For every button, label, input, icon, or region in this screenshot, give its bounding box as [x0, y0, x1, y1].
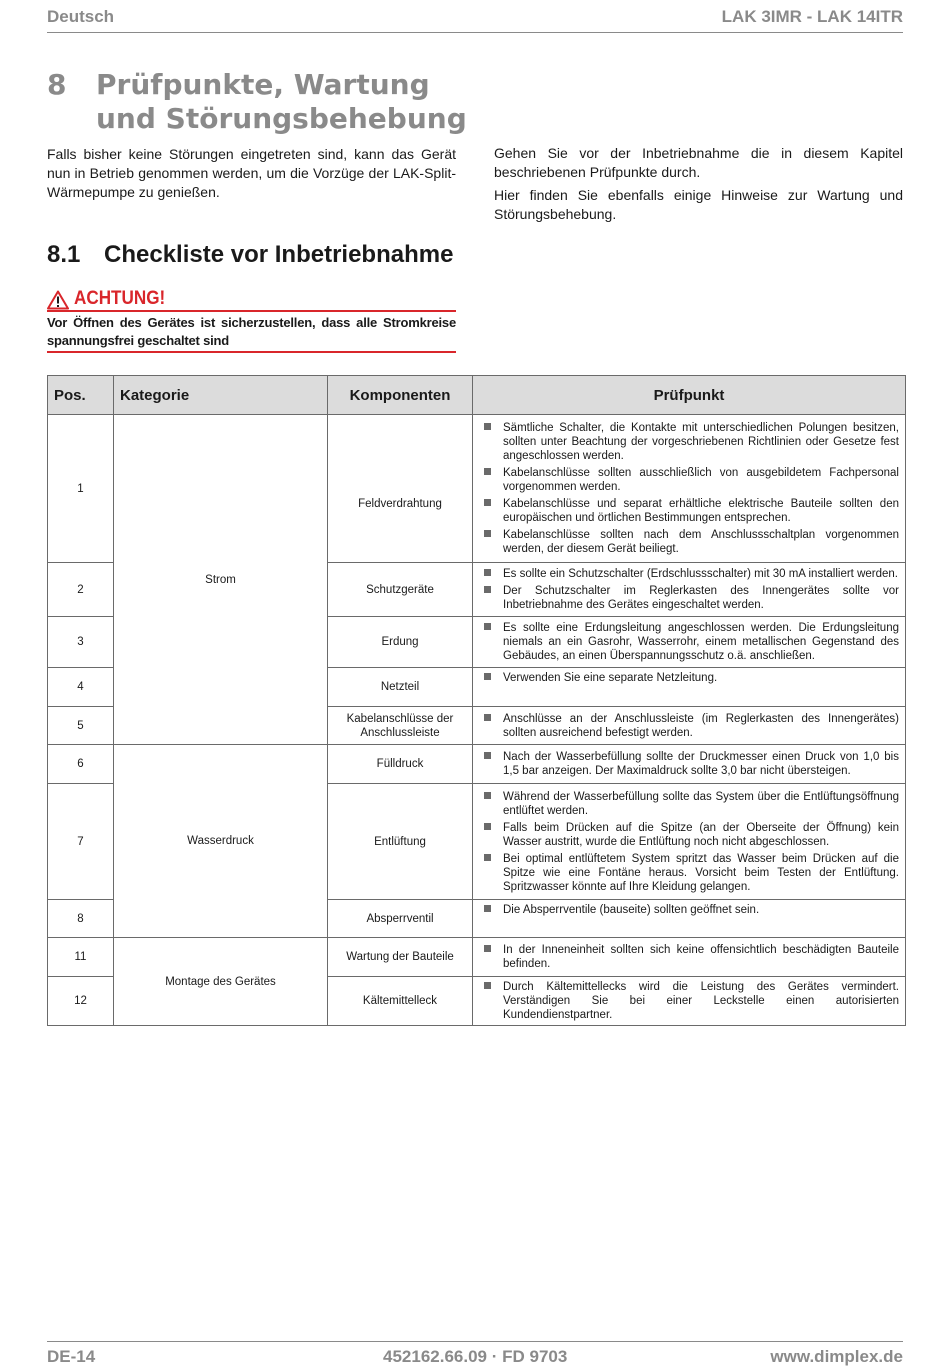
checkpoint-item: Kabelanschlüsse und separat erhältliche elektrische Bauteile sollten den europäischen und örtlichen Bestimmungen entsprechen.	[483, 497, 899, 525]
bullet-square-icon	[484, 623, 491, 630]
page-footer	[47, 1341, 903, 1371]
header-component: Komponenten	[328, 376, 473, 415]
table-row	[48, 415, 906, 563]
checkpoint-item: Sämtliche Schalter, die Kontakte mit unterschiedlichen Polungen besitzen, sollten unter Beachtung der vorgeschriebenen Richtlinien oder Gesetze fest angeschlossen werden.	[483, 421, 899, 463]
pos-cell: 12	[48, 977, 114, 1026]
checkpoint-cell	[473, 900, 906, 938]
component-cell: Netzteil	[328, 668, 473, 707]
bullet-square-icon	[484, 530, 491, 537]
checkpoint-cell	[473, 707, 906, 745]
category-cell-strom: Strom	[114, 415, 328, 745]
component-cell: Entlüftung	[328, 784, 473, 900]
checkpoint-item: Durch Kältemittellecks wird die Leistung des Gerätes vermindert. Verständigen Sie bei einer Leckstelle einen autorisierten Kundendienstpartner.	[483, 980, 899, 1022]
checkpoint-cell	[473, 563, 906, 617]
chapter-title-line2: und Störungsbehebung	[96, 102, 467, 135]
pos-cell: 6	[48, 745, 114, 784]
intro-right-p2: Hier finden Sie ebenfalls einige Hinweise zur Wartung und Störungsbehebung.	[494, 187, 903, 222]
bullet-square-icon	[484, 752, 491, 759]
warning-label: ACHTUNG!	[74, 288, 166, 309]
checkpoint-item: Der Schutzschalter im Reglerkasten des Innengerätes sollte vor Inbetriebnahme des Gerätes eingeschaltet werden.	[483, 584, 899, 612]
checkpoint-cell	[473, 415, 906, 563]
section-title: Checkliste vor Inbetriebnahme	[104, 241, 454, 268]
pos-cell: 7	[48, 784, 114, 900]
bullet-square-icon	[484, 823, 491, 830]
bullet-square-icon	[484, 586, 491, 593]
component-cell: Fülldruck	[328, 745, 473, 784]
checkpoint-item: In der Inneneinheit sollten sich keine offensichtlich beschädigten Bauteile befinden.	[483, 943, 899, 971]
warning-text: Vor Öffnen des Gerätes ist sicherzustellen, dass alle Stromkreise spannungsfrei geschaltet sind	[47, 312, 456, 353]
bullet-square-icon	[484, 423, 491, 430]
pos-cell: 5	[48, 707, 114, 745]
checkpoint-item: Kabelanschlüsse sollten ausschließlich von ausgebildetem Fachpersonal vorgenommen werden.	[483, 466, 899, 494]
checkpoint-item: Falls beim Drücken auf die Spitze (an der Oberseite der Öffnung) kein Wasser austritt, wurde die Entlüftung noch nicht abgeschlossen.	[483, 821, 899, 849]
pos-cell: 4	[48, 668, 114, 707]
pos-cell: 8	[48, 900, 114, 938]
bullet-square-icon	[484, 792, 491, 799]
pos-cell: 2	[48, 563, 114, 617]
chapter-number: 8	[47, 68, 67, 101]
header-category: Kategorie	[114, 376, 328, 415]
header-pos: Pos.	[48, 376, 114, 415]
header-model: LAK 3IMR - LAK 14ITR	[721, 7, 903, 26]
checkpoint-cell	[473, 745, 906, 784]
bullet-square-icon	[484, 854, 491, 861]
chapter-title-line1: Prüfpunkte, Wartung	[96, 68, 430, 101]
component-cell: Kältemittelleck	[328, 977, 473, 1026]
checkpoint-item: Es sollte eine Erdungsleitung angeschlossen werden. Die Erdungsleitung niemals an ein Gasrohr, Wasserrohr, einem metallischen Gegenstand des Gebäudes, an einen Überspannungsschutz o.ä. anschließen.	[483, 621, 899, 663]
checkpoint-item: Kabelanschlüsse sollten nach dem Anschlussschaltplan vorgenommen werden, der diesem Gerät beiliegt.	[483, 528, 899, 556]
pos-cell: 11	[48, 938, 114, 977]
bullet-square-icon	[484, 468, 491, 475]
intro-right-p1: Gehen Sie vor der Inbetriebnahme die in diesem Kapitel beschriebenen Prüfpunkte durch.	[494, 145, 903, 180]
bullet-square-icon	[484, 569, 491, 576]
component-cell: Wartung der Bauteile	[328, 938, 473, 977]
footer-doc-number: 452162.66.09 · FD 9703	[383, 1347, 568, 1366]
checkpoint-cell	[473, 784, 906, 900]
checkpoint-item: Nach der Wasserbefüllung sollte der Druckmesser einen Druck von 1,0 bis 1,5 bar anzeigen. Der Maximaldruck sollte 3,0 bar nicht übersteigen.	[483, 750, 899, 778]
footer-website: www.dimplex.de	[770, 1347, 903, 1366]
bullet-square-icon	[484, 982, 491, 989]
checkpoint-item: Bei optimal entlüftetem System spritzt das Wasser beim Drücken auf die Spitze wie eine Fontäne heraus. Vorsicht beim Testen der Entlüftung. Spritzwasser könnte auf Ihre Kleidung gelangen.	[483, 852, 899, 894]
component-cell: Erdung	[328, 617, 473, 668]
category-cell-wasserdruck: Wasserdruck	[114, 745, 328, 938]
section-heading	[47, 241, 454, 269]
intro-right	[494, 144, 903, 228]
checkpoint-item: Verwenden Sie eine separate Netzleitung.	[483, 671, 899, 685]
component-cell: Kabelanschlüsse der Anschlussleiste	[328, 707, 473, 745]
component-cell: Absperrventil	[328, 900, 473, 938]
checkpoint-cell	[473, 977, 906, 1026]
intro-left-text: Falls bisher keine Störungen eingetreten sind, kann das Gerät nun in Betrieb genommen werden, um die Vorzüge der LAK-Split-Wärmepumpe zu genießen.	[47, 146, 456, 200]
checkpoint-item: Es sollte ein Schutzschalter (Erdschlussschalter) mit 30 mA installiert werden.	[483, 567, 899, 581]
table-row	[48, 938, 906, 977]
bullet-square-icon	[484, 499, 491, 506]
pos-cell: 3	[48, 617, 114, 668]
page-header	[47, 6, 903, 33]
footer-page: DE-14	[47, 1347, 96, 1366]
bullet-square-icon	[484, 714, 491, 721]
checklist-table	[47, 375, 906, 1026]
pos-cell: 1	[48, 415, 114, 563]
warning-triangle-icon	[47, 290, 69, 310]
checkpoint-cell	[473, 668, 906, 707]
header-checkpoint: Prüfpunkt	[473, 376, 906, 415]
intro-left	[47, 145, 456, 206]
checkpoint-item: Die Absperrventile (bauseite) sollten geöffnet sein.	[483, 903, 899, 917]
bullet-square-icon	[484, 905, 491, 912]
bullet-square-icon	[484, 945, 491, 952]
bullet-square-icon	[484, 673, 491, 680]
category-cell-montage: Montage des Gerätes	[114, 938, 328, 1026]
header-language: Deutsch	[47, 7, 115, 26]
checkpoint-cell	[473, 938, 906, 977]
table-row	[48, 745, 906, 784]
component-cell: Feldverdrahtung	[328, 415, 473, 563]
checkpoint-item: Während der Wasserbefüllung sollte das System über die Entlüftungsöffnung entlüftet werden.	[483, 790, 899, 818]
table-header-row	[48, 376, 906, 415]
component-cell: Schutzgeräte	[328, 563, 473, 617]
section-number: 8.1	[47, 241, 81, 268]
checkpoint-item: Anschlüsse an der Anschlussleiste (im Reglerkasten des Innengerätes) sollten ausreichend befestigt werden.	[483, 712, 899, 740]
checkpoint-cell	[473, 617, 906, 668]
warning-box	[47, 289, 456, 353]
